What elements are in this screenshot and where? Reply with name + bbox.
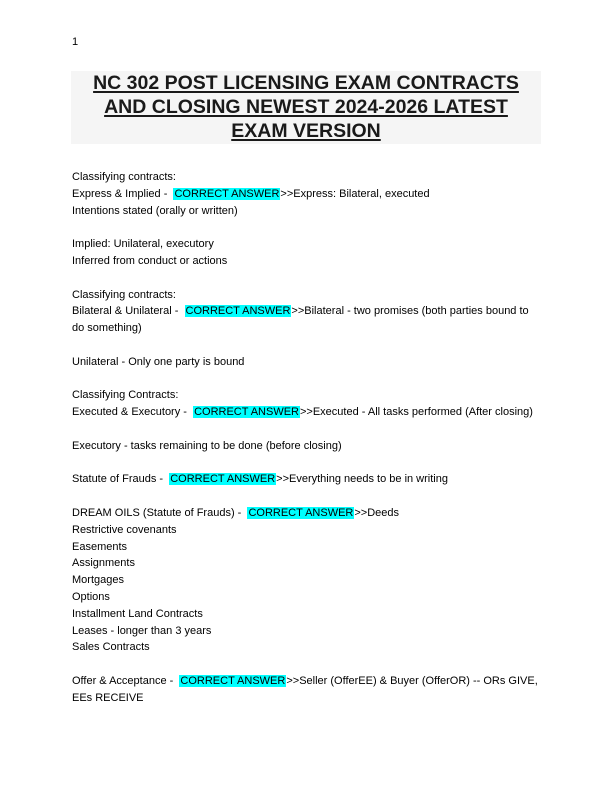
answer-text: >>Executed - All tasks performed (After closing) (299, 406, 533, 419)
question-text: Executed & Executory - (72, 406, 190, 419)
question-line (72, 404, 542, 421)
title-line: NC 302 POST LICENSING EXAM CONTRACTS (93, 72, 519, 94)
detail-line: Assignments (72, 557, 135, 570)
section-heading: Classifying contracts: (72, 288, 176, 301)
spacer (72, 337, 542, 354)
question-line (72, 505, 542, 522)
qa-list (72, 169, 542, 707)
detail-line: Intentions stated (orally or written) (72, 204, 238, 217)
detail-line: Mortgages (72, 574, 124, 587)
detail-line: Leases - longer than 3 years (72, 624, 212, 637)
spacer (72, 455, 542, 472)
question-text: Offer & Acceptance - (72, 674, 177, 687)
qa-item (72, 169, 542, 270)
question-line (72, 186, 542, 203)
correct-answer-badge: CORRECT ANSWER (170, 473, 276, 486)
detail-line: Restrictive covenants (72, 523, 177, 536)
answer-text: >>Deeds (354, 506, 400, 519)
qa-item (72, 287, 542, 371)
answer-text: >>Express: Bilateral, executed (280, 187, 430, 200)
detail-line: Installment Land Contracts (72, 607, 203, 620)
detail-line: Implied: Unilateral, executory (72, 238, 214, 251)
correct-answer-badge: CORRECT ANSWER (194, 406, 299, 419)
qa-item (72, 505, 542, 656)
spacer (72, 371, 542, 388)
question-line (72, 303, 542, 337)
detail-line: Sales Contracts (72, 641, 150, 654)
question-text: Express & Implied - (72, 187, 171, 200)
spacer (72, 488, 542, 505)
page-number: 1 (72, 36, 79, 48)
question-text: Statute of Frauds - (72, 473, 167, 486)
answer-text: >>Bilateral - two promises (both parties bound to do something) (72, 305, 529, 335)
correct-answer-badge: CORRECT ANSWER (174, 187, 280, 200)
document-title (71, 71, 541, 144)
qa-item (72, 471, 542, 488)
answer-text: >>Seller (OfferEE) & Buyer (OfferOR) -- ORs GIVE, EEs RECEIVE (72, 674, 538, 704)
correct-answer-badge: CORRECT ANSWER (248, 506, 354, 519)
spacer (72, 270, 542, 287)
answer-text: >>Everything needs to be in writing (276, 473, 448, 486)
correct-answer-badge: CORRECT ANSWER (180, 674, 286, 687)
spacer (72, 656, 542, 673)
qa-item (72, 673, 542, 707)
correct-answer-badge: CORRECT ANSWER (185, 305, 291, 318)
title-line: AND CLOSING NEWEST 2024-2026 LATEST (104, 96, 508, 118)
question-line (72, 673, 542, 707)
question-line (72, 471, 542, 488)
spacer (72, 421, 542, 438)
question-text: DREAM OILS (Statute of Frauds) - (72, 506, 245, 519)
detail-line: Options (72, 590, 110, 603)
detail-line: Executory - tasks remaining to be done (before closing) (72, 439, 342, 452)
detail-line: Inferred from conduct or actions (72, 254, 228, 267)
section-heading: Classifying contracts: (72, 171, 176, 183)
detail-line: Easements (72, 540, 128, 553)
qa-item (72, 387, 542, 454)
section-heading: Classifying Contracts: (72, 389, 179, 402)
question-text: Bilateral & Unilateral - (72, 305, 182, 318)
title-line: EXAM VERSION (231, 120, 381, 142)
spacer (72, 219, 542, 236)
detail-line: Unilateral - Only one party is bound (72, 355, 245, 368)
